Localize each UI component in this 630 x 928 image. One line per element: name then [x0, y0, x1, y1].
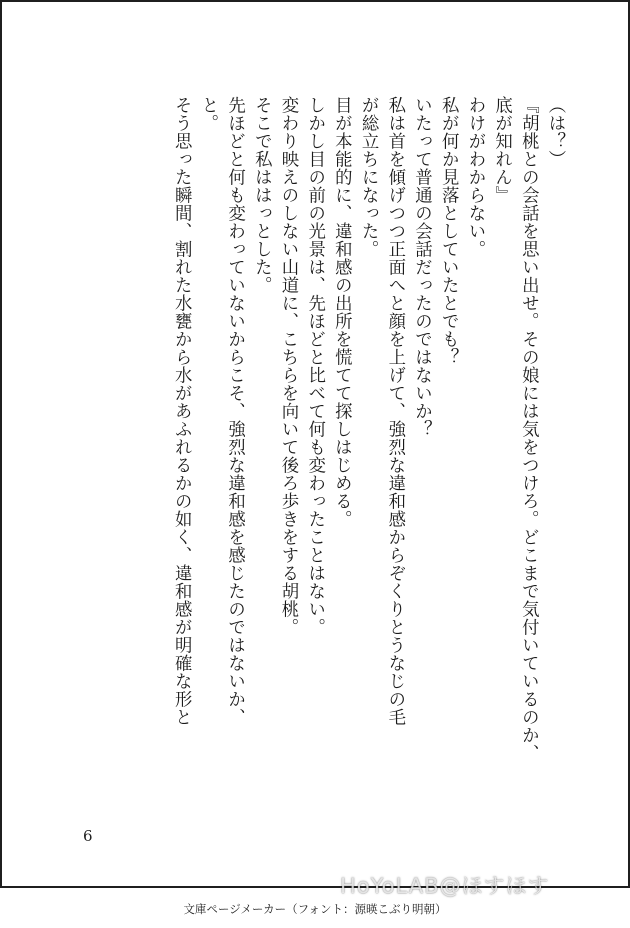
text-line-14: と。 — [197, 96, 218, 132]
page-number: 6 — [83, 827, 93, 845]
text-line-2: 『胡桃との会話を思い出せ。その娘には気をつけろ。どこまで気付いているのか、 — [518, 96, 539, 762]
text-line-5: 私が何か見落としていたとでも？ — [438, 96, 459, 366]
text-line-8: が総立ちになった。 — [358, 96, 379, 258]
text-line-10: しかし目の前の光景は、先ほどと比べて何も変わったことはない。 — [304, 96, 325, 636]
text-line-1: （は？） — [545, 96, 565, 168]
text-line-11: 変わり映えのしない山道に、こちらを向いて後ろ歩きをする胡桃。 — [277, 96, 298, 636]
vertical-text-body — [88, 96, 568, 796]
text-line-7: 私は首を傾げつつ正面へと顔を上げて、強烈な違和感からぞくりとうなじの毛 — [384, 96, 405, 726]
text-line-12: そこで私ははっとした。 — [251, 96, 272, 294]
watermark: HoYoLAB@ほすほす — [340, 874, 550, 898]
text-line-4: わけがわからない。 — [464, 96, 485, 258]
text-line-9: 目が本能的に、違和感の出所を慌てて探しはじめる。 — [331, 96, 352, 528]
text-line-13: 先ほどと何も変わっていないからこそ、強烈な違和感を感じたのではないか、 — [224, 96, 245, 726]
text-line-3: 底が知れん』 — [491, 96, 512, 204]
footer-caption: 文庫ページメーカー（フォント：源暎こぶり明朝） — [183, 902, 447, 916]
text-line-6: いたって普通の会話だったのではないか？ — [411, 96, 432, 438]
text-line-15: そう思った瞬間、割れた水甕から水があふれるかの如く、違和感が明確な形と — [171, 96, 192, 726]
